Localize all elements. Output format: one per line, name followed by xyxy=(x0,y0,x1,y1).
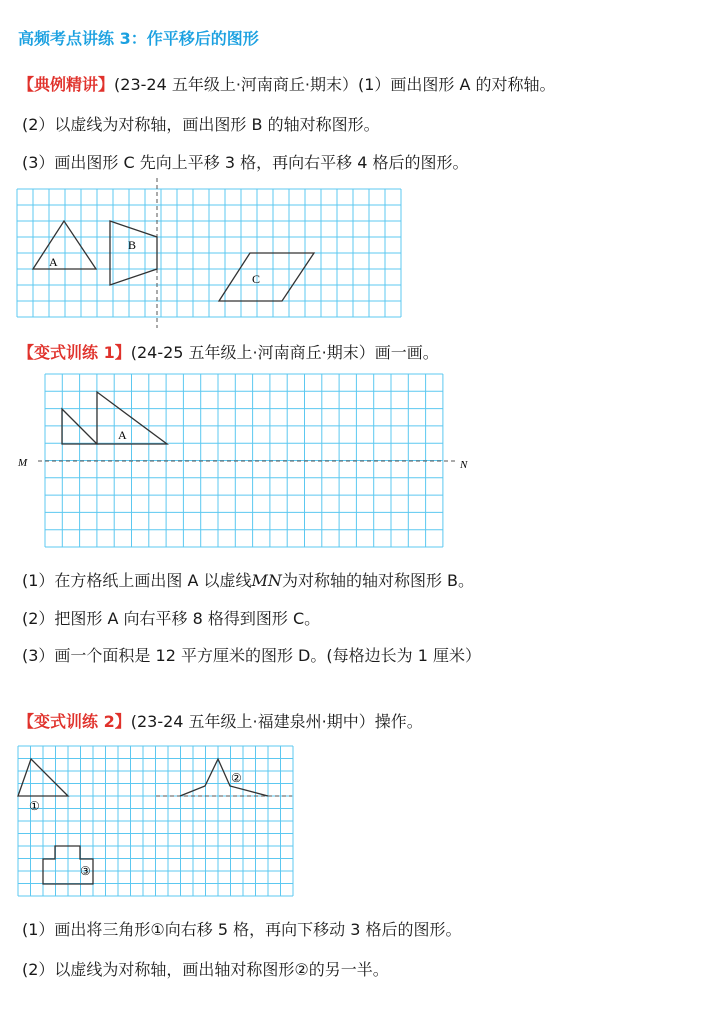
variant1-tag: 【变式训练 1】 xyxy=(18,343,131,362)
variant2-grid xyxy=(18,746,293,896)
label-one: ① xyxy=(29,799,40,813)
example-tag: 【典例精讲】 xyxy=(18,75,115,94)
variant2-tag: 【变式训练 2】 xyxy=(18,712,131,731)
variant1-q1-mn: MN xyxy=(251,571,282,590)
example-line-3: (3）画出图形 C 先向上平移 3 格，再向右平移 4 格后的图形。 xyxy=(22,153,469,172)
shape-c-label: C xyxy=(252,272,261,286)
variant1-shape-a-label: A xyxy=(118,428,127,442)
variant1-q1-after: 为对称轴的轴对称图形 B。 xyxy=(281,571,475,590)
label-two: ② xyxy=(231,771,242,785)
shape-b-label: B xyxy=(128,238,137,252)
variant1-q1-before: (1）在方格纸上画出图 A 以虚线 xyxy=(22,571,252,590)
variant2-header-text: (23-24 五年级上·福建泉州·期中）操作。 xyxy=(130,712,423,731)
example-line-2: (2）以虚线为对称轴，画出图形 B 的轴对称图形。 xyxy=(22,115,380,134)
label-n: N xyxy=(460,459,468,471)
page-title: 高频考点讲练 3：作平移后的图形 xyxy=(18,29,259,48)
shape-a-label: A xyxy=(49,255,58,269)
variant1-q2: (2）把图形 A 向右平移 8 格得到图形 C。 xyxy=(22,609,321,628)
variant2-q2: (2）以虚线为对称轴，画出轴对称图形②的另一半。 xyxy=(22,960,389,979)
variant1-header-text: (24-25 五年级上·河南商丘·期末）画一画。 xyxy=(130,343,439,362)
example-line-1-text: (23-24 五年级上·河南商丘·期末）(1）画出图形 A 的对称轴。 xyxy=(114,75,556,94)
variant1-q3: (3）画一个面积是 12 平方厘米的图形 D。(每格边长为 1 厘米） xyxy=(22,646,481,665)
variant2-q1: (1）画出将三角形①向右移 5 格，再向下移动 3 格后的图形。 xyxy=(22,920,462,939)
label-three: ③ xyxy=(80,864,91,878)
label-m: M xyxy=(18,457,28,469)
